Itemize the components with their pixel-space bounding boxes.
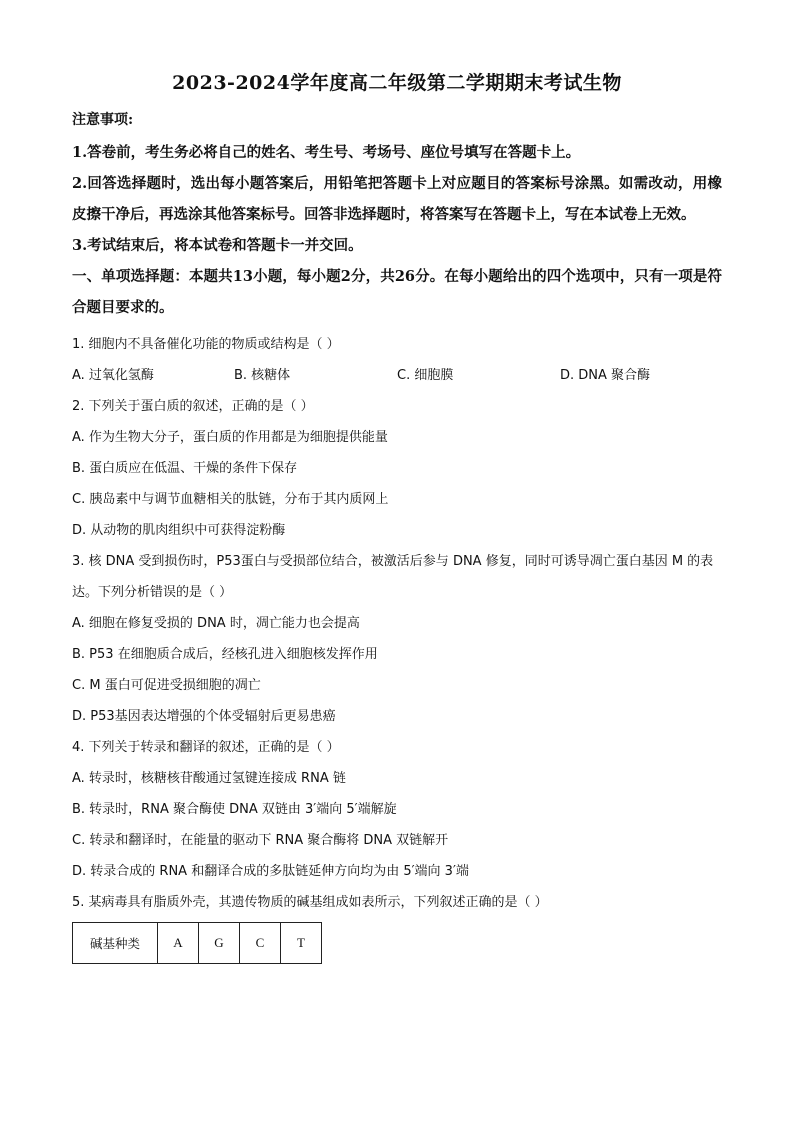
option-row <box>72 360 722 391</box>
option-d: D. DNA 聚合酶 <box>560 368 651 383</box>
option-c: C. M 蛋白可促进受损细胞的凋亡 <box>72 678 261 693</box>
option-d: D. 从动物的肌肉组织中可获得淀粉酶 <box>72 523 286 538</box>
base-composition-table <box>72 922 322 964</box>
table-header-cell: 碱基种类 <box>73 923 158 964</box>
question-stem: 1. 细胞内不具备催化功能的物质或结构是（ ） <box>72 337 340 352</box>
option-a: A. 作为生物大分子，蛋白质的作用都是为细胞提供能量 <box>72 430 388 445</box>
notice-heading: 注意事项: <box>72 112 134 128</box>
notice-item: 3.考试结束后，将本试卷和答题卡一并交回。 <box>72 237 363 254</box>
table-row <box>73 923 322 964</box>
table-cell: C <box>240 923 281 964</box>
table-cell: A <box>158 923 199 964</box>
question-stem: 3. 核 DNA 受到损伤时，P53蛋白与受损部位结合，被激活后参与 DNA 修复，同时可诱导凋亡蛋白基因 M 的表达。下列分析错误的是（ ） <box>72 554 714 600</box>
notice-item: 2.回答选择题时，选出每小题答案后，用铅笔把答题卡上对应题目的答案标号涂黑。如需改动，用橡皮擦干净后，再选涂其他答案标号。回答非选择题时，将答案写在答题卡上，写在本试卷上无效。 <box>72 175 722 223</box>
table-cell: T <box>281 923 322 964</box>
table-cell: G <box>199 923 240 964</box>
option-c: C. 转录和翻译时，在能量的驱动下 RNA 聚合酶将 DNA 双链解开 <box>72 833 449 848</box>
option-c: C. 胰岛素中与调节血糖相关的肽链，分布于其内质网上 <box>72 492 389 507</box>
option-b: B. 核糖体 <box>234 368 291 383</box>
question-stem: 5. 某病毒具有脂质外壳，其遗传物质的碱基组成如表所示，下列叙述正确的是（ ） <box>72 895 548 910</box>
question-stem: 4. 下列关于转录和翻译的叙述，正确的是（ ） <box>72 740 340 755</box>
option-b: B. P53 在细胞质合成后，经核孔进入细胞核发挥作用 <box>72 647 378 662</box>
option-d: D. P53基因表达增强的个体受辐射后更易患癌 <box>72 709 336 724</box>
option-a: A. 细胞在修复受损的 DNA 时，凋亡能力也会提高 <box>72 616 360 631</box>
option-b: B. 蛋白质应在低温、干燥的条件下保存 <box>72 461 298 476</box>
exam-page <box>72 68 722 964</box>
option-d: D. 转录合成的 RNA 和翻译合成的多肽链延伸方向均为由 5′端向 3′端 <box>72 864 469 879</box>
notice-item: 1.答卷前，考生务必将自己的姓名、考生号、考场号、座位号填写在答题卡上。 <box>72 144 581 161</box>
question-stem: 2. 下列关于蛋白质的叙述，正确的是（ ） <box>72 399 314 414</box>
page-title: 2023-2024学年度高二年级第二学期期末考试生物 <box>172 72 622 94</box>
option-c: C. 细胞膜 <box>397 368 454 383</box>
option-a: A. 过氧化氢酶 <box>72 368 154 383</box>
option-b: B. 转录时，RNA 聚合酶使 DNA 双链由 3′端向 5′端解旋 <box>72 802 397 817</box>
option-a: A. 转录时，核糖核苷酸通过氢键连接成 RNA 链 <box>72 771 346 786</box>
section-heading: 一、单项选择题：本题共13小题，每小题2分，共26分。在每小题给出的四个选项中，只有一项是符合题目要求的。 <box>72 268 722 316</box>
